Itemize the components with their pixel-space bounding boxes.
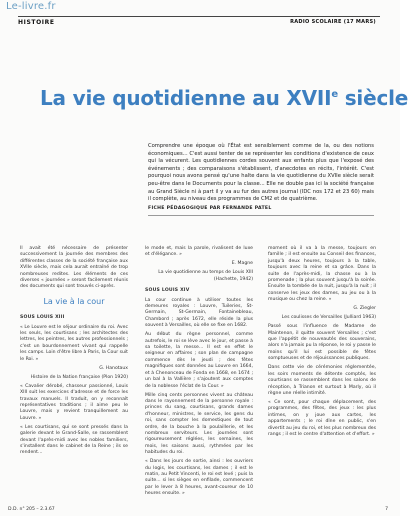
column-3 — [268, 246, 376, 441]
body-paragraph: « Les courtisans, qui se sont pressés dans la galerie devant le Grand-Salle, se rassemblent devant l'après-midi avec les nobles familiers, s'installent dans le cabinet de la Reine ; ils se rendent... — [20, 424, 128, 456]
body-paragraph: Passé sous l'influence de Madame de Maintenon, il quitte souvent Versailles ; c'est que l'appétit de nouveautés des souverains, alors n'a jamais pu la réponse, le roi y passe le moins qu'il lui est possible de fêtes somptueuses et de réjouissances publiques. — [268, 324, 376, 362]
quote-paragraph: « Le Louvre est le séjour ordinaire du roi. Avec les seuls, les courtisans ; les architectes des lettres, les peintres, les autres professionnels ; c'est un bourdonnement vivant qui rappelle les camps. Loin d'être libre à Paris, la Cour suit le Roi. » — [20, 324, 128, 362]
body-paragraph: Mille cinq cents personnes vivent au château dans le rayonnement de la personne royale : princes du sang, courtisans, grands dames d'honneur, ministres, le service, les gens du roi, sans compter les domestiques de tout ordre, de la bouche à la poulaillerie, et les nombreux serviteurs. Les journées sont rigoureusement réglées, les semaines, les mois, les saisons aussi, rythmées par les habitudes du roi. — [145, 392, 253, 456]
quote-source: Histoire de la Nation française (Plon 1920) — [30, 374, 128, 380]
body-paragraph: le mode et, mais la parole, rivalisent de luxe et d'élégance. » — [145, 246, 253, 258]
title-superscript: e — [331, 89, 338, 100]
header-rule — [18, 16, 380, 17]
quote-author: E. Magne — [231, 261, 253, 267]
subsection-heading: La vie à la cour — [43, 296, 105, 306]
quote-author: G. Ziegler — [353, 306, 376, 312]
page-footer — [8, 507, 388, 512]
title-tail: siècle — [337, 86, 408, 110]
body-paragraph: « Ce sont, pour chaque déplacement, des programmes, des fêtes, des jeux : les plus intimes, on y joue aux cartes, les appartements ; le roi dîne en public, s'en divertit au jeu du roi, et les plus nombreux des rangs ; il est le centre d'attention et d'effort. » — [268, 399, 376, 437]
body-paragraph: « Cavalier dérobé, chasseur passionné, Louis XIII suit les exercices d'adresse et de force les travaux manuels. Il traduit, on y reconnaît représentatives traditions ; il aime peu le Louvre, mais y revient tranquillement au Louvre. » — [20, 383, 128, 421]
section-divider — [148, 215, 374, 216]
intro-signature: FICHE PÉDAGOGIQUE PAR FERNANDE PATEL — [148, 206, 272, 211]
quote-author: G. Hanotaux — [99, 365, 128, 371]
quote-source: La vie quotidienne au temps de Louis XIII (Hachette, 1942) — [158, 270, 253, 282]
column-2 — [145, 246, 253, 500]
page-number: 7 — [385, 507, 388, 512]
intro-paragraph: Comprendre une époque où l'État est sensiblement comme de la, ou des notions économiques... C'est aussi tenter de se représenter les conditions d'existence de ceux qui la vécurent. Les quotidiennes cordes souvent aux enfants plus que l'exposé des événements ; des comparaisons s'établissent, d'anecdotes en récits, l'intérêt. C'est pourquoi nous avons pensé qu'une halte dans la vie quotidienne du XVIIe siècle serait peu-être dans le Documents pour la classe... Elle ne double pas ici la société française au Grand Siècle ni à part il y va au fur des autres journal (IDC nos 172 et 23 60) mais il complète, au niveau des programmes de CM2 et de quatrième. — [148, 143, 374, 203]
subheading-louis-xiii: SOUS LOUIS XIII — [20, 315, 65, 321]
quote-source: Les coulisses de Versailles (Julliard 1963) — [281, 315, 376, 321]
body-paragraph: Au début du règne personnel, comme autrefois, le roi se lève avec le jour, et passe à sa toilette, la messe... Il est en effet le seigneur en affaires ; son plan de campagne commence dès le jeudi ; des fêtes magnifiques sont données au Louvre en 1664, et à Chenonceau de Fonda en 1668, en 1674 ; un bal à la Vallière ; s'ajoutent aux comptes de la noblesse l'éclat de la Cour. » — [145, 332, 253, 389]
column-1 — [20, 246, 128, 459]
subheading-louis-xiv: SOUS LOUIS XIV — [145, 288, 190, 294]
section-label: HISTOIRE — [18, 19, 55, 26]
body-paragraph: moment où il va à la messe, toujours en famille ; il est ensuite au Conseil des finances, jusqu'à deux heures, toujours à la table, toujours avec la reine et sa grâce. Dans la suite de l'après-midi, la chasse ou à la promenade ; la plus souvent jusqu'à la soirée. Ensuite la tombée de la nuit, jusqu'à la nuit ; il conserve les jeux des dames, au jeu ou à la musique ou chez la reine. » — [268, 246, 376, 303]
column-1-lead: Il avait été nécessaire de présenter successivement la journée des membres des différentes classes de la société française aux XVIIe siècle, mais cela aurait entraîné de trop nombreuses redites. Les éléments de ces diverses « journées » seront facilement réunis des documents qui sont trouvés ci-après. — [20, 246, 128, 290]
footer-issue: D.D. n° 205 – 2.3.67 — [8, 507, 55, 512]
header-right-label: RADIO SCOLAIRE (17 MARS) — [290, 19, 376, 25]
body-paragraph: Dans cette vie de cérémonies réglementée, les soirs moments de détente comptés, les courtisans se rassemblent dans les salons de réception, à Trianon et surtout à Marly, où il règne une réelle intimité. — [268, 365, 376, 396]
title-main: La vie quotidienne au XVII — [40, 86, 332, 110]
body-paragraph: La cour continue à utiliser toutes les demeures royales : Louvre, Tuileries, St-Germain, St-Germain, Fontainebleau, Chambord ; après 1672, elle réside la plus souvent à Versailles, où elle se fixe en 1682. — [145, 297, 253, 329]
body-paragraph: « Dans les jours de sortie, ainsi : les ouvriers du logis, les courtisans, les dames ; il est le matin, au Petit Vincenti, le roi est levé ; puis la suite... si les sièges en enfilade, commencent par le lever à 8 heures, avant-coureur de 10 heures ensuite. » — [145, 459, 253, 497]
page-title — [40, 86, 408, 110]
watermark-label: Le-livre.fr — [6, 1, 56, 12]
